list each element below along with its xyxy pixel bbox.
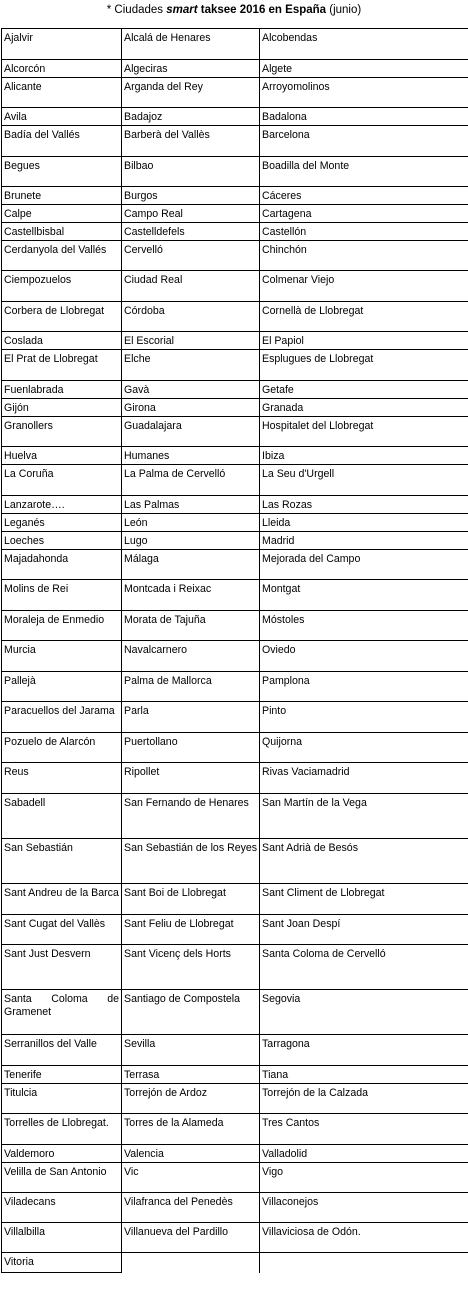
table-row	[2, 205, 468, 223]
table-cell: Terrasa	[122, 1066, 260, 1084]
table-cell: Torrejón de Ardoz	[122, 1084, 260, 1114]
table-cell: Burgos	[122, 187, 260, 205]
table-cell: Lleida	[260, 514, 468, 532]
table-cell: Ajalvir	[2, 29, 122, 60]
table-cell: Corbera de Llobregat	[2, 302, 122, 332]
table-row	[2, 1066, 468, 1084]
table-cell: Paracuellos del Jarama	[2, 702, 122, 733]
table-cell: Segovia	[260, 990, 468, 1035]
page-title	[0, 0, 468, 22]
table-cell: Tenerife	[2, 1066, 122, 1084]
table-row	[2, 1163, 468, 1193]
table-cell: Alcorcón	[2, 60, 122, 78]
table-cell: Ripollet	[122, 763, 260, 794]
table-cell: Villanueva del Pardillo	[122, 1223, 260, 1253]
table-cell: Valdemoro	[2, 1145, 122, 1163]
table-row	[2, 733, 468, 763]
table-cell: Pinto	[260, 702, 468, 733]
table-row	[2, 126, 468, 157]
table-cell: Oviedo	[260, 641, 468, 672]
table-cell: Moraleja de Enmedio	[2, 611, 122, 641]
table-row	[2, 417, 468, 447]
table-row	[2, 187, 468, 205]
table-cell: Boadilla del Monte	[260, 157, 468, 187]
table-cell: Santa Coloma de Gramenet	[2, 990, 122, 1035]
table-cell: Torrejón de la Calzada	[260, 1084, 468, 1114]
table-row	[2, 1223, 468, 1253]
cities-table	[1, 28, 468, 1273]
table-row	[2, 157, 468, 187]
table-cell: La Coruña	[2, 465, 122, 496]
table-cell: Loeches	[2, 532, 122, 550]
table-cell: Sant Andreu de la Barca	[2, 884, 122, 915]
table-cell: Cornellà de Llobregat	[260, 302, 468, 332]
table-cell: Sant Climent de Llobregat	[260, 884, 468, 915]
table-cell: Sevilla	[122, 1035, 260, 1066]
table-row	[2, 641, 468, 672]
table-cell: Ciudad Real	[122, 271, 260, 302]
table-cell: Gijón	[2, 399, 122, 417]
table-cell: Granada	[260, 399, 468, 417]
table-cell: Pamplona	[260, 672, 468, 702]
table-cell: Chinchón	[260, 241, 468, 271]
table-row	[2, 302, 468, 332]
table-cell: Sant Vicenç dels Horts	[122, 945, 260, 990]
table-cell: San Sebastián	[2, 839, 122, 884]
table-cell: La Seu d'Urgell	[260, 465, 468, 496]
table-cell: Sant Joan Despí	[260, 915, 468, 945]
table-cell: Getafe	[260, 381, 468, 399]
table-cell: San Sebastián de los Reyes	[122, 839, 260, 884]
table-cell: Campo Real	[122, 205, 260, 223]
table-cell: Arroyomolinos	[260, 78, 468, 108]
table-cell: Sabadell	[2, 794, 122, 839]
table-row	[2, 399, 468, 417]
table-cell: Serranillos del Valle	[2, 1035, 122, 1066]
table-row	[2, 1035, 468, 1066]
table-cell: Santiago de Compostela	[122, 990, 260, 1035]
table-cell: Colmenar Viejo	[260, 271, 468, 302]
table-cell: Sant Cugat del Vallès	[2, 915, 122, 945]
table-cell: Alcalá de Henares	[122, 29, 260, 60]
table-cell: Parla	[122, 702, 260, 733]
table-cell: Lanzarote….	[2, 496, 122, 514]
table-cell: Montcada i Reixac	[122, 580, 260, 611]
table-cell: Vilafranca del Penedès	[122, 1193, 260, 1223]
table-cell: Lugo	[122, 532, 260, 550]
empty-cell	[122, 1253, 260, 1273]
table-cell: Barberà del Vallès	[122, 126, 260, 157]
table-cell: Leganés	[2, 514, 122, 532]
table-row	[2, 1193, 468, 1223]
table-cell: Gavà	[122, 381, 260, 399]
table-cell: Badalona	[260, 108, 468, 126]
empty-cell	[260, 1253, 468, 1273]
table-cell: El Escorial	[122, 332, 260, 350]
table-cell: Algete	[260, 60, 468, 78]
table-cell: Palma de Mallorca	[122, 672, 260, 702]
table-cell: Sant Feliu de Llobregat	[122, 915, 260, 945]
table-cell: Viladecans	[2, 1193, 122, 1223]
table-cell: Castellón	[260, 223, 468, 241]
table-row	[2, 794, 468, 839]
table-row	[2, 1114, 468, 1145]
table-cell: Murcia	[2, 641, 122, 672]
table-cell: Torres de la Alameda	[122, 1114, 260, 1145]
table-row	[2, 1084, 468, 1114]
table-cell: Begues	[2, 157, 122, 187]
table-cell: Sant Boi de Llobregat	[122, 884, 260, 915]
table-cell: Girona	[122, 399, 260, 417]
table-cell: Mejorada del Campo	[260, 550, 468, 580]
table-cell: Titulcia	[2, 1084, 122, 1114]
table-row	[2, 1253, 468, 1273]
table-row	[2, 839, 468, 884]
table-cell: Tarragona	[260, 1035, 468, 1066]
table-cell: El Prat de Llobregat	[2, 350, 122, 381]
table-cell: Morata de Tajuña	[122, 611, 260, 641]
table-cell: San Martín de la Vega	[260, 794, 468, 839]
table-cell: Córdoba	[122, 302, 260, 332]
table-cell: Tiana	[260, 1066, 468, 1084]
table-cell: León	[122, 514, 260, 532]
table-cell: Móstoles	[260, 611, 468, 641]
table-row	[2, 611, 468, 641]
table-cell: Arganda del Rey	[122, 78, 260, 108]
table-cell: Tres Cantos	[260, 1114, 468, 1145]
table-row	[2, 532, 468, 550]
table-cell: Bilbao	[122, 157, 260, 187]
table-cell: Valencia	[122, 1145, 260, 1163]
table-row	[2, 332, 468, 350]
table-cell: Badajoz	[122, 108, 260, 126]
table-cell: Vitoria	[2, 1253, 122, 1273]
table-cell: La Palma de Cervelló	[122, 465, 260, 496]
table-cell: El Papiol	[260, 332, 468, 350]
table-cell: San Fernando de Henares	[122, 794, 260, 839]
table-cell: Badía del Vallés	[2, 126, 122, 157]
table-cell: Montgat	[260, 580, 468, 611]
table-cell: Cerdanyola del Vallés	[2, 241, 122, 271]
title-italic: smart	[166, 4, 198, 16]
table-cell: Villaviciosa de Odón.	[260, 1223, 468, 1253]
table-cell: Cáceres	[260, 187, 468, 205]
table-cell: Alicante	[2, 78, 122, 108]
table-cell: Puertollano	[122, 733, 260, 763]
table-cell: Vigo	[260, 1163, 468, 1193]
table-cell: Pallejà	[2, 672, 122, 702]
table-row	[2, 763, 468, 794]
title-bold: taksee 2016 en España	[197, 4, 327, 16]
table-row	[2, 29, 468, 60]
table-cell: Pozuelo de Alarcón	[2, 733, 122, 763]
table-cell: Quijorna	[260, 733, 468, 763]
table-row	[2, 60, 468, 78]
table-cell: Algeciras	[122, 60, 260, 78]
table-row	[2, 990, 468, 1035]
table-cell: Villalbilla	[2, 1223, 122, 1253]
table-cell: Villaconejos	[260, 1193, 468, 1223]
table-cell: Madrid	[260, 532, 468, 550]
table-cell: Esplugues de Llobregat	[260, 350, 468, 381]
table-row	[2, 580, 468, 611]
table-row	[2, 514, 468, 532]
table-row	[2, 271, 468, 302]
table-cell: Alcobendas	[260, 29, 468, 60]
table-cell: Humanes	[122, 447, 260, 465]
table-cell: Guadalajara	[122, 417, 260, 447]
table-cell: Navalcarnero	[122, 641, 260, 672]
table-cell: Ibiza	[260, 447, 468, 465]
table-cell: Castellbisbal	[2, 223, 122, 241]
table-cell: Sant Just Desvern	[2, 945, 122, 990]
title-suffix: (junio)	[326, 4, 362, 16]
table-cell: Castelldefels	[122, 223, 260, 241]
table-row	[2, 381, 468, 399]
table-row	[2, 884, 468, 915]
table-row	[2, 550, 468, 580]
table-cell: Fuenlabrada	[2, 381, 122, 399]
table-cell: Velilla de San Antonio	[2, 1163, 122, 1193]
table-cell: Cervelló	[122, 241, 260, 271]
table-row	[2, 465, 468, 496]
table-cell: Ciempozuelos	[2, 271, 122, 302]
table-cell: Elche	[122, 350, 260, 381]
table-cell: Brunete	[2, 187, 122, 205]
table-cell: Calpe	[2, 205, 122, 223]
table-row	[2, 915, 468, 945]
table-cell: Majadahonda	[2, 550, 122, 580]
table-row	[2, 447, 468, 465]
table-row	[2, 672, 468, 702]
table-row	[2, 241, 468, 271]
table-cell: Molins de Rei	[2, 580, 122, 611]
table-cell: Reus	[2, 763, 122, 794]
table-cell: Granollers	[2, 417, 122, 447]
table-cell: Las Rozas	[260, 496, 468, 514]
table-cell: Valladolid	[260, 1145, 468, 1163]
table-row	[2, 945, 468, 990]
table-row	[2, 108, 468, 126]
table-row	[2, 350, 468, 381]
table-row	[2, 702, 468, 733]
table-cell: Avila	[2, 108, 122, 126]
table-cell: Vic	[122, 1163, 260, 1193]
table-cell: Torrelles de Llobregat.	[2, 1114, 122, 1145]
table-cell: Santa Coloma de Cervelló	[260, 945, 468, 990]
table-row	[2, 223, 468, 241]
table-row	[2, 1145, 468, 1163]
table-cell: Coslada	[2, 332, 122, 350]
table-cell: Málaga	[122, 550, 260, 580]
title-prefix: * Ciudades	[106, 4, 167, 16]
table-cell: Las Palmas	[122, 496, 260, 514]
table-cell: Sant Adrià de Besós	[260, 839, 468, 884]
table-row	[2, 78, 468, 108]
table-cell: Barcelona	[260, 126, 468, 157]
table-cell: Huelva	[2, 447, 122, 465]
table-cell: Hospitalet del Llobregat	[260, 417, 468, 447]
table-row	[2, 496, 468, 514]
table-cell: Rivas Vaciamadrid	[260, 763, 468, 794]
table-cell: Cartagena	[260, 205, 468, 223]
